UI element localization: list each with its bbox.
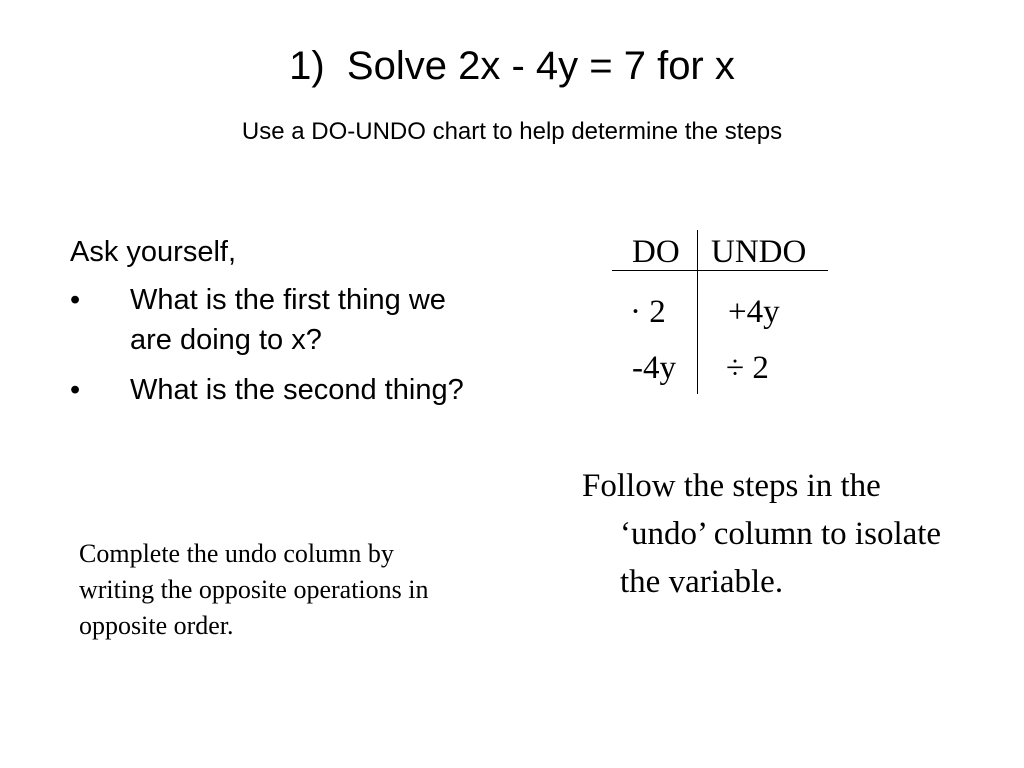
- slide-title: 1) Solve 2x - 4y = 7 for x: [289, 44, 735, 88]
- chart-row1-undo: +4y: [728, 294, 780, 330]
- question-bullet-1: [70, 280, 480, 360]
- slide-subtitle: Use a DO-UNDO chart to help determine the steps: [241, 118, 783, 145]
- chart-header-do: DO: [632, 234, 680, 270]
- question-list: [70, 232, 500, 420]
- question-intro: Ask yourself,: [70, 236, 236, 268]
- bullet-icon: •: [70, 284, 81, 316]
- complete-column-note: Complete the undo column by writing the opposite operations in opposite order.: [79, 539, 429, 640]
- question-text: What is the first thing we are doing to x?: [130, 284, 446, 356]
- chart-row1-do: · 2: [630, 294, 666, 330]
- do-undo-chart: [612, 230, 830, 396]
- question-text: What is the second thing?: [130, 374, 464, 406]
- chart-header-undo: UNDO: [711, 234, 807, 270]
- chart-column-divider: [697, 230, 698, 394]
- chart-row2-undo: ÷ 2: [726, 350, 769, 386]
- chart-row2-do: -4y: [632, 350, 676, 386]
- question-bullet-2: [70, 370, 480, 410]
- bullet-icon: •: [70, 374, 81, 406]
- follow-steps-note: Follow the steps in the ‘undo’ column to isolate the variable.: [582, 468, 942, 600]
